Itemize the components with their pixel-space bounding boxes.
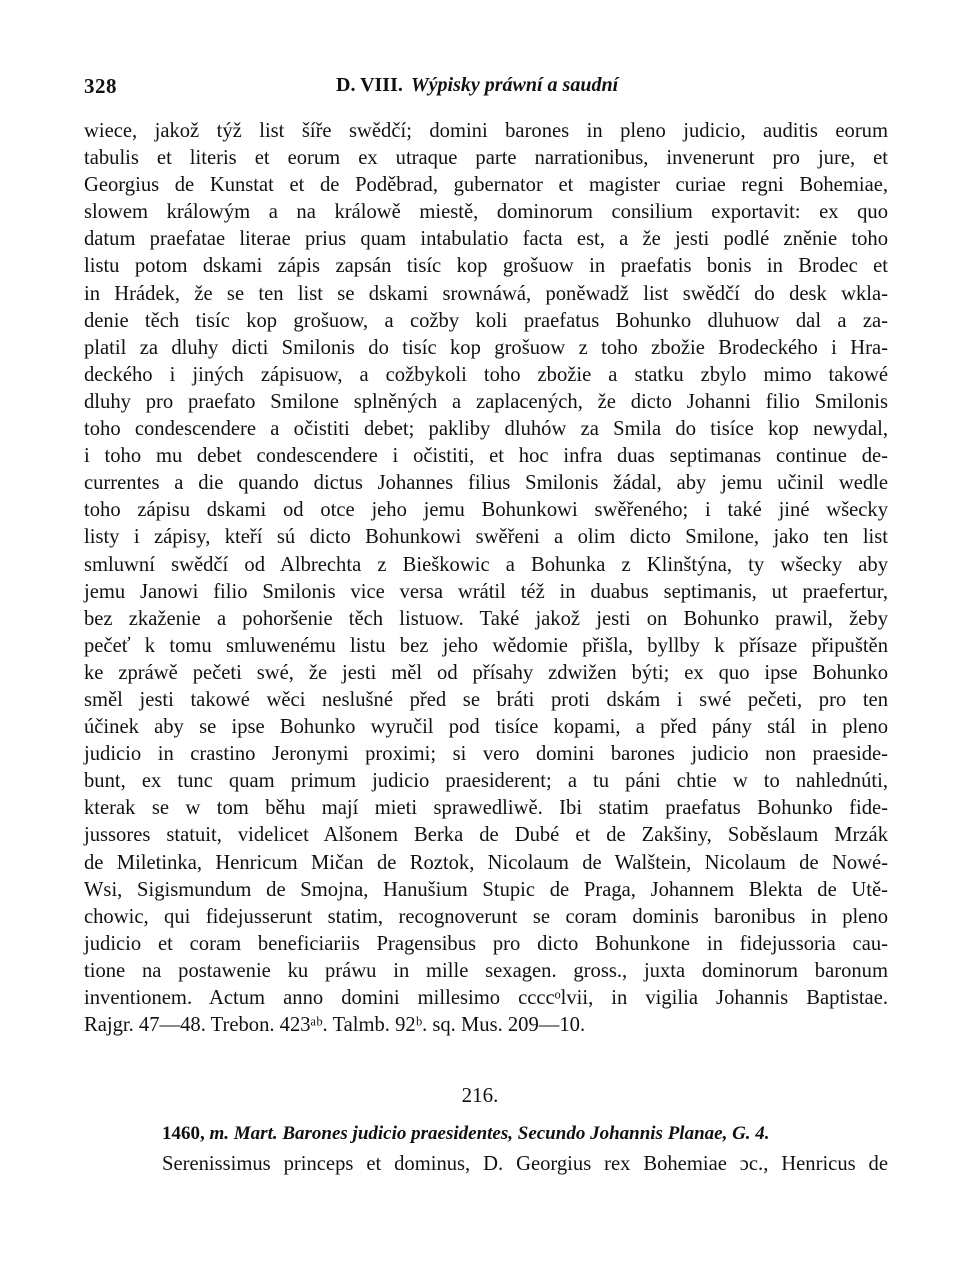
text-line: bez zkaženie a pohoršenie těch listuow. Také jakož jesti on Bohunko prawil, žeby [84, 607, 888, 630]
text-line: currentes a die quando dictus Johannes filius Smilonis žádal, aby jemu učinil wedle [84, 472, 888, 495]
text-line: pečeť k tomu smluwenému listu bez jeho wědomie přišla, byllby k přísaze připuštěn [84, 634, 888, 657]
text-line: platil za dluhy dicti Smilonis do tisíc kop grošuow z toho zbožie Brodeckého i Hra- [84, 336, 888, 359]
text-line: tabulis et literis et eorum ex utraque parte narrationibus, invenerunt pro jure, et [84, 147, 888, 170]
source-references: Rajgr. 47—48. Trebon. 423ᵃᵇ. Talmb. 92ᵇ. sq. Mus. 209—10. [84, 1014, 586, 1037]
text-line: slowem králowým a na králowě miestě, dominorum consilium exportavit: ex quo [84, 201, 888, 224]
text-line: in Hrádek, že se ten list se dskami srownáwá, poněwadž list swědčí do desk wkla- [84, 282, 888, 305]
text-line: smluwní swědčí od Albrechta z Bieškowic a Bohunka z Klinštýna, ty wšecky aby [84, 553, 888, 576]
text-line: listu potom dskami zápis zapsán tisíc kop grošuow in praefatis bonis in Brodec et [84, 255, 888, 278]
text-line: listy i zápisy, kteří sú dicto Bohunkowi swěřeni a olim dicto Smilone, jako ten list [84, 526, 888, 549]
text-line: kterak se w tom běhu mají mieti sprawedliwě. Ibi statim praefatus Bohunko fide- [84, 797, 888, 820]
document-number: 216. [461, 1083, 499, 1107]
text-line: datum praefatae literae prius quam intabulatio facta est, a že jesti podlé zněnie toho [84, 228, 888, 251]
text-line: judicio in crastino Jeronymi proximi; si vero domini barones judicio non praeside- [84, 743, 888, 766]
text-line: účinek aby se ipse Bohunko wyručil pod tisíce kopami, a před pány stál in pleno [84, 716, 888, 739]
text-line: jussores statuit, videlicet Alšonem Berka de Dubé et de Zakšiny, Soběslaum Mrzák [84, 824, 888, 847]
text-line: judicio et coram beneficiariis Pragensibus pro dicto Bohunkone in fidejussoria cau- [84, 932, 888, 955]
text-line: deckého i jiných zápisuow, a cožbykoli toho zbožie a statku zbylo mimo takowé [84, 363, 888, 386]
document-text [162, 1151, 888, 1178]
text-line: bunt, ex tunc quam primum judicio praesiderent; a tu páni chtie w to nahlednúti, [84, 770, 888, 793]
text-line: de Miletinka, Henricum Mičan de Roztok, Nicolaum de Walštein, Nicolaum de Nowé- [84, 851, 888, 874]
text-line: Serenissimus princeps et dominus, D. Georgius rex Bohemiae ɔc., Henricus de [162, 1153, 888, 1175]
text-line: jemu Janowi filio Smilonis vice versa wrátil též in duabus septimanis, ut praefertur, [84, 580, 888, 603]
text-line: dluhy pro praefato Smilone splněných a zaplacených, že dicto Johanni filio Smilonis [84, 390, 888, 413]
dateline-heading: m. Mart. Barones judicio praesidentes, Secundo Johannis Planae, G. 4. [209, 1123, 770, 1144]
text-line: wiece, jakož týž list šíře swědčí; domini barones in pleno judicio, auditis eorum [84, 120, 888, 142]
running-title: Wýpisky práwní a saudní [410, 74, 619, 96]
text-line: ke zpráwě pečeti swé, že jesti měl od přísahy zdwižen býti; ex quo ipse Bohunko [84, 661, 888, 684]
text-line: Georgius de Kunstat et de Poděbrad, gubernator et magister curiae regni Bohemiae, [84, 174, 888, 197]
text-line: toho zápisu dskami od otce jeho jemu Bohunkowi swěřeného; i také jiné wšecky [84, 499, 888, 522]
text-line: tione na postawenie ku práwu in mille sexagen. gross., juxta dominorum baronum [84, 959, 888, 982]
text-line: směl jesti takowé wěci neslušné před se bráti proti dskám i swé pečeti, pro ten [84, 688, 888, 711]
text-line: Wsi, Sigismundum de Smojna, Hanušium Stupic de Praga, Johannem Blekta de Utě- [84, 878, 888, 901]
chapter-label: D. VIII. [336, 74, 403, 96]
body-text [84, 118, 888, 1039]
page-header [84, 74, 888, 104]
document-dateline [162, 1123, 770, 1145]
page-number: 328 [84, 74, 117, 98]
text-line: denie těch tisíc kop grošuow, a cožby koli praefatus Bohunko dluhuow dal a za- [84, 309, 888, 332]
dateline-year: 1460, [162, 1123, 205, 1144]
text-line: toho condescendere a očistiti debet; pakliby dluhów za Smila do tisíce kop newydal, [84, 418, 888, 441]
text-line: chowic, qui fidejusserunt statim, recognoverunt se coram dominis baronibus in pleno [84, 905, 888, 928]
running-head [336, 74, 618, 97]
text-line: i toho mu debet condescendere i očistiti, et hoc infra duas septimanas continue de- [84, 445, 888, 468]
text-line: inventionem. Actum anno domini millesimo ccccᵒlvii, in vigilia Johannis Baptistae. [84, 987, 888, 1009]
